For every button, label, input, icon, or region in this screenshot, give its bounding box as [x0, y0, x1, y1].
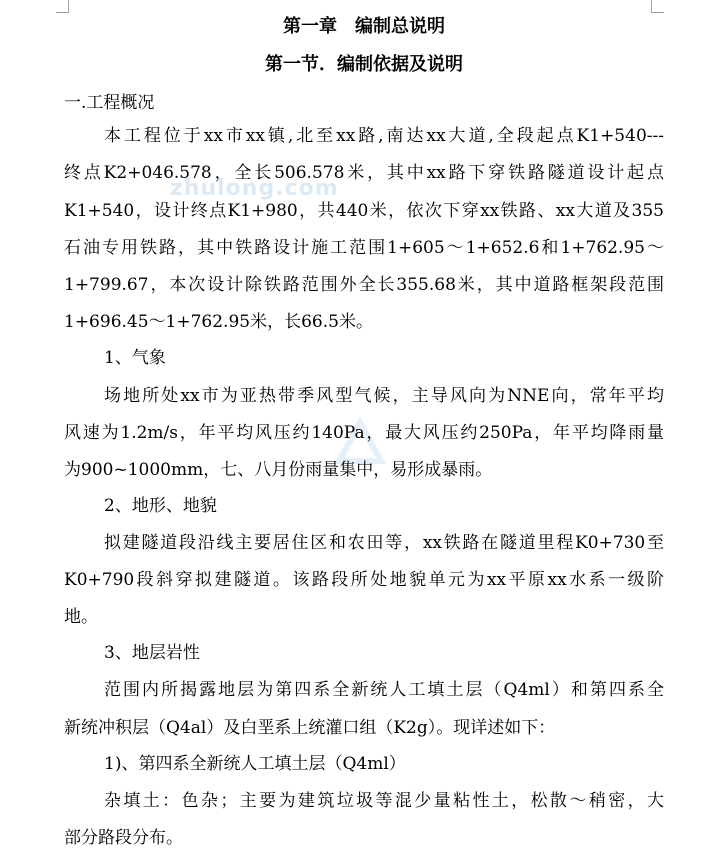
- crop-mark-top-right: [651, 0, 664, 13]
- terrain-line: 拟建隧道段沿线主要居住区和农田等，xx铁路在隧道里程K0+730至: [104, 533, 664, 553]
- climate-line: 场地所处xx市为亚热带季风型气候，主导风向为NNE向，常年平均: [104, 386, 664, 406]
- strata-heading: 3、地层岩性: [104, 643, 200, 663]
- crop-mark-top-left: [56, 0, 69, 13]
- climate-line: 风速为1.2m/s，年平均风压约140Pa，最大风压约250Pa，年平均降雨量: [64, 423, 664, 443]
- terrain-line: K0+790段斜穿拟建隧道。该路段所处地貌单元为xx平原xx水系一级阶: [64, 570, 664, 590]
- fill-line: 杂填土：色杂；主要为建筑垃圾等混少量粘性土，松散～稍密，大: [104, 791, 664, 811]
- terrain-heading: 2、地形、地貌: [104, 496, 217, 516]
- strata-line: 新统冲积层（Q4al）及白垩系上统灌口组（K2g）。现详述如下：: [64, 718, 556, 738]
- overview-line: 1+696.45～1+762.95米，长66.5米。: [64, 312, 373, 332]
- overview-line: K1+540，设计终点K1+980，共440米，依次下穿xx铁路、xx大道及355: [64, 201, 664, 221]
- overview-line: 本工程位于xx市xx镇,北至xx路,南达xx大道,全段起点K1+540---: [104, 126, 664, 146]
- climate-heading: 1、气象: [104, 348, 166, 368]
- overview-line: 1+799.67，本次设计除铁路范围外全长355.68米，其中道路框架段范围: [64, 275, 664, 295]
- strata-line: 范围内所揭露地层为第四系全新统人工填土层（Q4ml）和第四系全: [104, 680, 664, 700]
- layer1-heading: 1)、第四系全新统人工填土层（Q4ml）: [104, 754, 406, 774]
- section-title: 第一节．编制依据及说明: [265, 54, 463, 75]
- overview-line: 石油专用铁路，其中铁路设计施工范围1+605～1+652.6和1+762.95～: [64, 238, 664, 258]
- overview-line: 终点K2+046.578，全长506.578米，其中xx路下穿铁路隧道设计起点: [64, 163, 664, 183]
- fill-line: 部分路段分布。: [64, 828, 183, 848]
- chapter-title: 第一章 编制总说明: [283, 16, 445, 37]
- terrain-line: 地。: [64, 607, 98, 627]
- climate-line: 为900~1000mm，七、八月份雨量集中，易形成暴雨。: [64, 460, 493, 480]
- overview-heading: 一.工程概况: [64, 93, 155, 113]
- watermark-text: zhulong.com: [170, 176, 339, 201]
